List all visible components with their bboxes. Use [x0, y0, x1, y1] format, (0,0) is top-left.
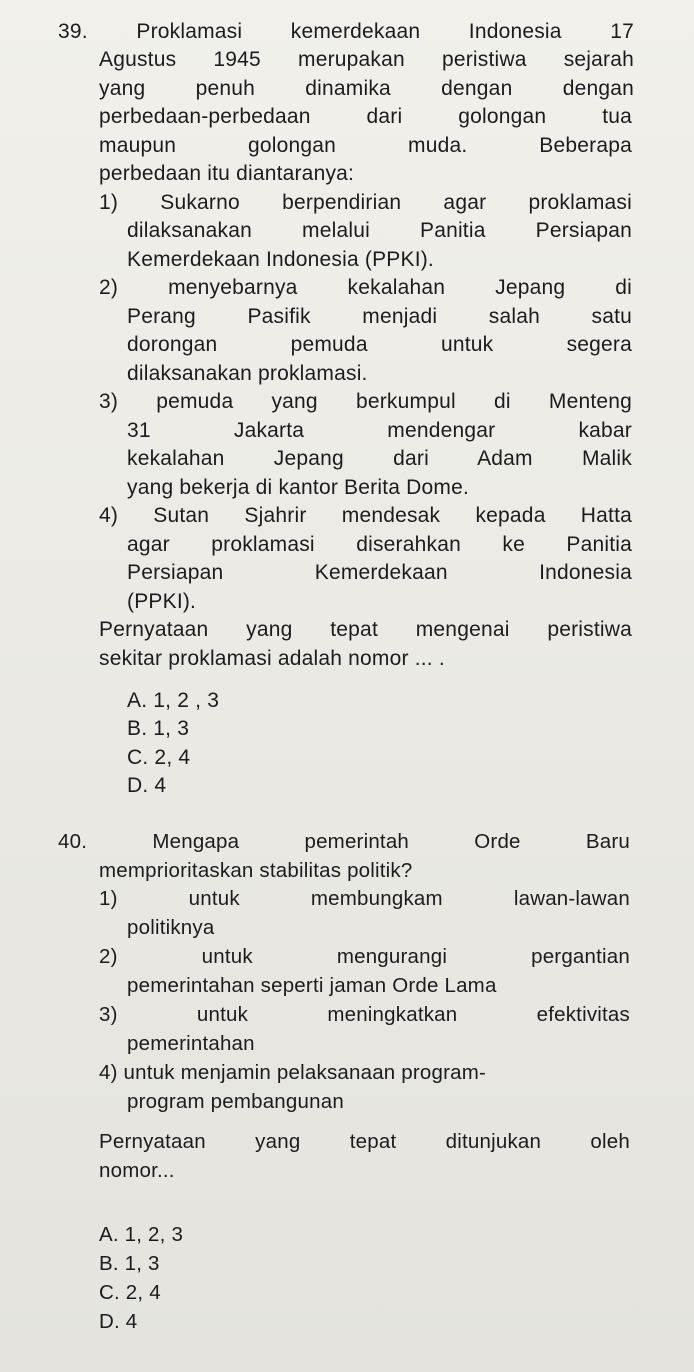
question-40-prompt: nomor... — [99, 1159, 175, 1182]
question-39-prompt: sekitar proklamasi adalah nomor ... . — [99, 647, 445, 670]
statement-3: 3) pemuda yang berkumpul di Menteng — [99, 390, 632, 413]
statement-4: 4) Sutan Sjahrir mendesak kepada Hatta — [99, 504, 632, 527]
statement-3-cont: yang bekerja di kantor Berita Dome. — [127, 476, 470, 499]
statement-4-cont: (PPKI). — [127, 590, 197, 613]
statement-4: 4) untuk menjamin pelaksanaan program- — [99, 1061, 487, 1084]
statement-2-cont: dorongan pemuda untuk segera — [127, 333, 632, 356]
statement-3: 3) untuk meningkatkan efektivitas — [99, 1003, 630, 1026]
question-40-line: memprioritaskan stabilitas politik? — [99, 859, 413, 882]
option-c[interactable]: C. 2, 4 — [127, 746, 191, 769]
option-b[interactable]: B. 1, 3 — [99, 1252, 160, 1275]
statement-1-cont: dilaksanakan melalui Panitia Persiapan — [127, 219, 632, 242]
statement-1-cont: Kemerdekaan Indonesia (PPKI). — [127, 248, 434, 271]
option-b[interactable]: B. 1, 3 — [127, 717, 190, 740]
question-39-line: Agustus 1945 merupakan peristiwa sejarah — [99, 48, 634, 71]
option-a[interactable]: A. 1, 2, 3 — [99, 1223, 184, 1246]
statement-4-cont: agar proklamasi diserahkan ke Panitia — [127, 533, 632, 556]
option-a[interactable]: A. 1, 2 , 3 — [127, 689, 220, 712]
statement-3-cont: pemerintahan — [127, 1032, 255, 1055]
statement-2: 2) untuk mengurangi pergantian — [99, 945, 630, 968]
statement-3-cont: 31 Jakarta mendengar kabar — [127, 419, 632, 442]
statement-2-cont: dilaksanakan proklamasi. — [127, 362, 368, 385]
option-d[interactable]: D. 4 — [99, 1310, 138, 1333]
statement-1-cont: politiknya — [127, 916, 215, 939]
statement-1: 1) Sukarno berpendirian agar proklamasi — [99, 191, 632, 214]
option-c[interactable]: C. 2, 4 — [99, 1281, 161, 1304]
question-40-prompt: Pernyataan yang tepat ditunjukan oleh — [99, 1130, 630, 1153]
statement-2-cont: Perang Pasifik menjadi salah satu — [127, 305, 632, 328]
option-d[interactable]: D. 4 — [127, 774, 167, 797]
question-40-line: 40. Mengapa pemerintah Orde Baru — [58, 830, 630, 853]
statement-4-cont: Persiapan Kemerdekaan Indonesia — [127, 561, 632, 584]
question-39-prompt: Pernyataan yang tepat mengenai peristiwa — [99, 618, 632, 641]
question-39-line: yang penuh dinamika dengan dengan — [99, 77, 634, 100]
statement-3-cont: kekalahan Jepang dari Adam Malik — [127, 447, 632, 470]
question-39-line: maupun golongan muda. Beberapa — [99, 134, 632, 157]
question-39-line: perbedaan itu diantaranya: — [99, 162, 355, 185]
question-39-line: perbedaan-perbedaan dari golongan tua — [99, 105, 632, 128]
statement-2: 2) menyebarnya kekalahan Jepang di — [99, 276, 632, 299]
statement-4-cont: program pembangunan — [127, 1090, 344, 1113]
statement-2-cont: pemerintahan seperti jaman Orde Lama — [127, 974, 497, 997]
question-39-line: 39. Proklamasi kemerdekaan Indonesia 17 — [58, 20, 634, 43]
statement-1: 1) untuk membungkam lawan-lawan — [99, 887, 630, 910]
